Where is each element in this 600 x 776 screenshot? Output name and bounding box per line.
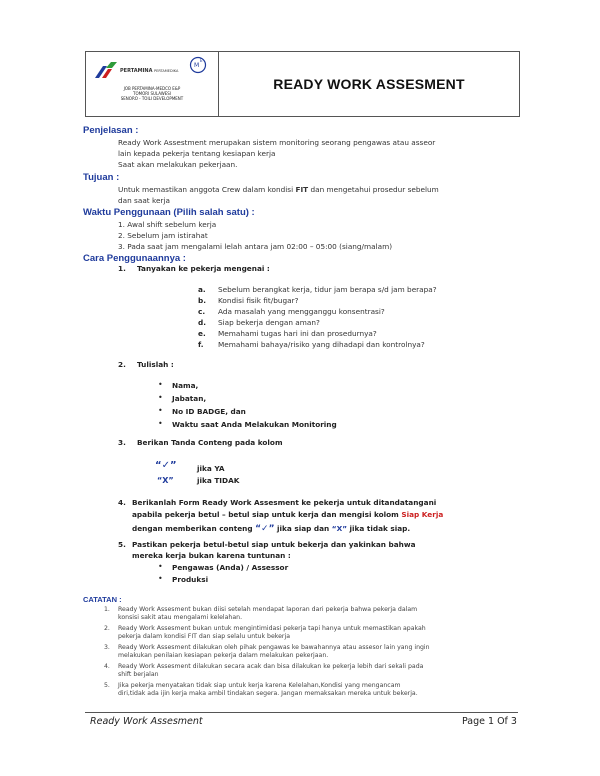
step-1-letter-c: c. xyxy=(198,307,206,316)
step-1-letter-a: a. xyxy=(198,285,206,294)
svg-text:E: E xyxy=(200,58,203,63)
step-4-number: 4. xyxy=(118,498,126,507)
step-1-item-e: Memahami tugas hari ini dan prosedurnya? xyxy=(218,329,377,338)
check-mark-icon: “✓” xyxy=(155,460,177,471)
tujuan-line-1-post: dan mengetahui prosedur sebelum xyxy=(308,185,439,194)
step-4-line-3 xyxy=(132,524,410,534)
catatan-num-5: 5. xyxy=(104,682,110,689)
step-1-title: Tanyakan ke pekerja mengenai : xyxy=(137,264,270,273)
tujuan-line-1-pre: Untuk memastikan anggota Crew dalam kondisi xyxy=(118,185,296,194)
catatan-2-line-1: Ready Work Assesment bukan untuk mengintimidasi pekerja tapi hanya untuk memastikan apakah xyxy=(118,625,426,632)
footer-divider xyxy=(85,712,518,713)
page-number: Page 1 Of 3 xyxy=(462,716,517,727)
logo-line-3: SENORO - TOILI DEVELOPMENT xyxy=(120,96,184,101)
waktu-item-3: 3. Pada saat jam mengalami lelah antara jam 02:00 – 05:00 (siang/malam) xyxy=(118,242,393,251)
catatan-5-line-1: Jika pekerja menyatakan tidak siap untuk kerja karena Kelelahan,Kondisi yang mengancam xyxy=(118,682,401,689)
waktu-item-2: 2. Sebelum jam istirahat xyxy=(118,231,208,240)
waktu-item-1: 1. Awal shift sebelum kerja xyxy=(118,220,217,229)
x-mark-icon: “X” xyxy=(331,524,347,533)
document-title: READY WORK ASSESMENT xyxy=(273,76,465,92)
step-1-item-c: Ada masalah yang mengganggu konsentrasi? xyxy=(218,307,385,316)
bullet-icon: • xyxy=(158,406,163,415)
waktu-heading: Waktu Penggunaan (Pilih salah satu) : xyxy=(83,207,255,218)
tujuan-heading: Tujuan : xyxy=(83,172,120,183)
logo-sub: PERTAMEDIKA xyxy=(154,69,179,73)
step-2-item-2: Jabatan, xyxy=(172,394,207,403)
x-mark-icon: “X” xyxy=(157,476,174,485)
step-5-item-1: Pengawas (Anda) / Assessor xyxy=(172,563,289,572)
catatan-num-2: 2. xyxy=(104,625,110,632)
logo-caption xyxy=(91,86,213,101)
catatan-5-line-2: diri,tidak ada ijin kerja maka ambil tindakan segera. Jangan memaksakan mereka untuk bekerja. xyxy=(118,690,418,697)
catatan-2-line-2: pekerja dalam kondisi FIT dan siap selalu untuk bekerja xyxy=(118,633,290,640)
logo-name: PERTAMINA xyxy=(120,68,153,74)
catatan-1-line-2: konsisi sakit atau mengalami kelelahan. xyxy=(118,614,243,621)
step-1-letter-e: e. xyxy=(198,329,206,338)
tujuan-line-2: dan saat kerja xyxy=(118,196,170,205)
step-2-title: Tulislah : xyxy=(137,360,174,369)
step-2-item-1: Nama, xyxy=(172,381,199,390)
step-3-title: Berikan Tanda Conteng pada kolom xyxy=(137,438,283,447)
tujuan-fit-word: FIT xyxy=(295,185,309,194)
check-meaning: jika YA xyxy=(197,464,225,473)
check-mark-icon: “✓” xyxy=(255,524,275,534)
logo-area xyxy=(86,52,219,116)
step-4-line-3-pre: dengan memberikan conteng xyxy=(132,524,256,533)
step-4-line-2 xyxy=(132,510,443,519)
penjelasan-heading: Penjelasan : xyxy=(83,125,139,136)
bullet-icon: • xyxy=(158,380,163,389)
step-2-item-3: No ID BADGE, dan xyxy=(172,407,246,416)
step-1-item-f: Memahami bahaya/risiko yang dihadapi dan kontrolnya? xyxy=(218,340,425,349)
catatan-4-line-2: shift berjalan xyxy=(118,671,159,678)
step-1-number: 1. xyxy=(118,264,126,273)
step-5-line-1: Pastikan pekerja betul-betul siap untuk bekerja dan yakinkan bahwa xyxy=(132,540,416,549)
step-1-letter-b: b. xyxy=(198,296,206,305)
tujuan-line-1 xyxy=(118,185,439,195)
penjelasan-line-3: Saat akan melakukan pekerjaan. xyxy=(118,160,238,169)
step-5-line-2: mereka kerja bukan karena tuntunan : xyxy=(132,551,291,560)
bullet-icon: • xyxy=(158,574,163,583)
pertamina-logo-icon xyxy=(93,62,119,80)
catatan-4-line-1: Ready Work Assesment dilakukan secara acak dan bisa dilakukan ke pekerja lebih dari sekali pada xyxy=(118,663,424,670)
svg-text:M: M xyxy=(194,62,200,69)
step-4-line-1: Berikanlah Form Ready Work Assesment ke pekerja untuk ditandatangani xyxy=(132,498,437,507)
catatan-1-line-1: Ready Work Assesment bukan diisi setelah mendapat laporan dari pekerja bahwa pekerja dalam xyxy=(118,606,418,613)
siap-kerja-label: Siap Kerja xyxy=(401,510,444,519)
step-3-number: 3. xyxy=(118,438,126,447)
step-1-item-d: Siap bekerja dengan aman? xyxy=(218,318,320,327)
bullet-icon: • xyxy=(158,393,163,402)
step-1-letter-f: f. xyxy=(198,340,204,349)
header-box xyxy=(85,51,520,117)
logo-line-1: JOB PERTAMINA-MEDCO E&P xyxy=(123,86,181,91)
catatan-3-line-2: melakukan penilaian kesiapan pekerja dalam melakukan pekerjaan. xyxy=(118,652,329,659)
bullet-icon: • xyxy=(158,419,163,428)
catatan-num-4: 4. xyxy=(104,663,110,670)
footer-title: Ready Work Assesment xyxy=(90,716,203,727)
step-4-line-2-pre: apabila pekerja betul – betul siap untuk kerja dan mengisi kolom xyxy=(132,510,402,519)
step-5-number: 5. xyxy=(118,540,126,549)
catatan-3-line-1: Ready Work Assesment dilakukan oleh pihak pengawas ke bawahannya atau assesor lain yang ingin xyxy=(118,644,430,651)
catatan-num-3: 3. xyxy=(104,644,110,651)
catatan-num-1: 1. xyxy=(104,606,110,613)
x-meaning: jika TIDAK xyxy=(197,476,240,485)
cara-heading: Cara Penggunaannya : xyxy=(83,253,186,264)
step-1-item-b: Kondisi fisik fit/bugar? xyxy=(218,296,299,305)
logo-line-2: TOMORI SULAWESI xyxy=(133,91,171,96)
step-5-item-2: Produksi xyxy=(172,575,209,584)
step-2-item-4: Waktu saat Anda Melakukan Monitoring xyxy=(172,420,337,429)
step-4-line-3-post: jika tidak siap. xyxy=(347,524,411,533)
step-1-item-a: Sebelum berangkat kerja, tidur jam berapa s/d jam berapa? xyxy=(218,285,437,294)
step-1-letter-d: d. xyxy=(198,318,206,327)
catatan-heading: CATATAN : xyxy=(83,595,122,604)
medco-logo-icon xyxy=(189,56,207,74)
bullet-icon: • xyxy=(158,562,163,571)
step-4-line-3-mid: jika siap dan xyxy=(274,524,332,533)
penjelasan-line-2: lain kepada pekerja tentang kesiapan kerja xyxy=(118,149,276,158)
step-2-number: 2. xyxy=(118,360,126,369)
penjelasan-line-1: Ready Work Assestment merupakan sistem monitoring seorang pengawas atau asseor xyxy=(118,138,436,147)
